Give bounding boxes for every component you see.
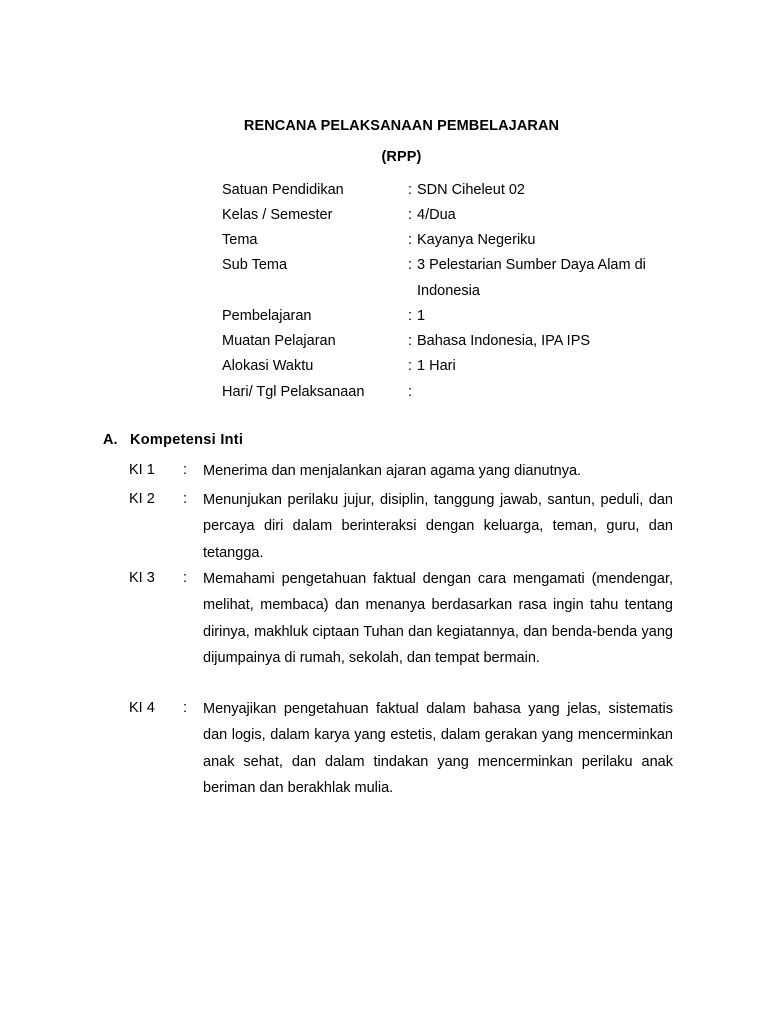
info-value-continuation: Indonesia — [417, 283, 480, 299]
ki-text: Memahami pengetahuan faktual dengan cara mengamati (mendengar, melihat, membaca) dan menanya berdasarkan rasa ingin tahu tentang dirinya, makhluk ciptaan Tuhan dan kegiatannya, dan benda-benda yang dijumpainya di rumah, sekolah, dan tempat bermain. — [203, 571, 673, 666]
info-separator: : — [408, 384, 413, 400]
info-value: 3 Pelestarian Sumber Daya Alam di — [417, 257, 646, 273]
ki-separator: : — [183, 570, 188, 586]
ki-text: Menyajikan pengetahuan faktual dalam bahasa yang jelas, sistematis dan logis, dalam karya yang estetis, dalam gerakan yang mencerminkan anak sehat, dan dalam tindakan yang mencerminkan perilaku anak beriman dan berakhlak mulia. — [203, 701, 673, 796]
ki-code: KI 1 — [129, 462, 155, 478]
ki-text: Menunjukan perilaku jujur, disiplin, tanggung jawab, santun, peduli, dan percaya diri dalam berinteraksi dengan keluarga, teman, guru, dan tetangga. — [203, 492, 673, 561]
info-label: Hari/ Tgl Pelaksanaan — [222, 384, 365, 400]
ki-code: KI 4 — [129, 700, 155, 716]
info-label: Sub Tema — [222, 257, 288, 273]
info-separator: : — [408, 308, 413, 324]
info-label: Tema — [222, 232, 258, 248]
ki-text: Menerima dan menjalankan ajaran agama yang dianutnya. — [203, 463, 582, 479]
document-subtitle: (RPP) — [381, 149, 422, 165]
ki-separator: : — [183, 462, 188, 478]
info-label: Kelas / Semester — [222, 207, 333, 223]
info-separator: : — [408, 182, 413, 198]
info-value: SDN Ciheleut 02 — [417, 182, 525, 198]
info-separator: : — [408, 358, 413, 374]
ki-code: KI 2 — [129, 491, 155, 507]
section-letter: A. — [103, 432, 118, 448]
info-separator: : — [408, 257, 413, 273]
info-value: 1 Hari — [417, 358, 456, 374]
info-separator: : — [408, 232, 413, 248]
info-separator: : — [408, 333, 413, 349]
info-value: Bahasa Indonesia, IPA IPS — [417, 333, 591, 349]
ki-code: KI 3 — [129, 570, 155, 586]
ki-separator: : — [183, 491, 188, 507]
info-label: Satuan Pendidikan — [222, 182, 344, 198]
info-value: 1 — [417, 308, 426, 324]
info-label: Alokasi Waktu — [222, 358, 314, 374]
info-separator: : — [408, 207, 413, 223]
info-label: Pembelajaran — [222, 308, 312, 324]
info-label: Muatan Pelajaran — [222, 333, 336, 349]
document-title: RENCANA PELAKSANAAN PEMBELAJARAN — [243, 118, 560, 134]
section-title: Kompetensi Inti — [130, 432, 244, 448]
info-value: Kayanya Negeriku — [417, 232, 536, 248]
info-value: 4/Dua — [417, 207, 456, 223]
ki-separator: : — [183, 700, 188, 716]
